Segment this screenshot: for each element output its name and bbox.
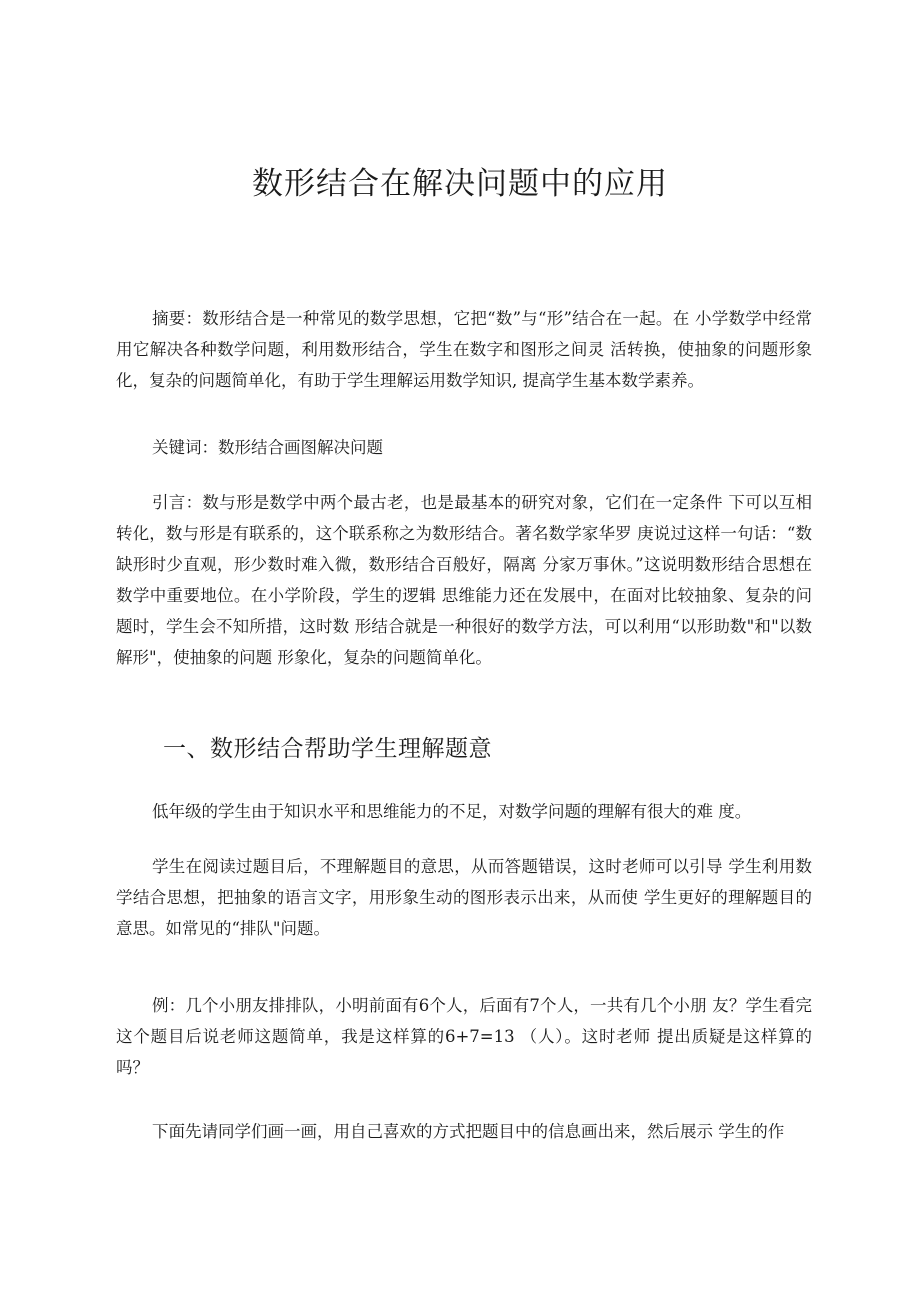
document-title: 数形结合在解决问题中的应用: [252, 166, 668, 202]
body-paragraph: 下面先请同学们画一画，用自己喜欢的方式把题目中的信息画出来，然后展示 学生的作: [152, 1122, 785, 1141]
section-heading: 一、数形结合帮助学生理解题意: [163, 736, 492, 762]
keywords-paragraph: 关键词：数形结合画图解决问题: [152, 438, 383, 457]
example-paragraph: 例：几个小朋友排排队，小明前面有6个人，后面有7个人，一共有几个小朋 友？学生看完这个题目后说老师这题简单，我是这样算的6+7=13 （人）。这时老师 提出质疑是这样算的吗？: [116, 996, 812, 1077]
body-paragraph: 学生在阅读过题目后，不理解题目的意思，从而答题错误，这时老师可以引导 学生利用数学结合思想，把抽象的语言文字，用形象生动的图形表示出来，从而使 学生更好的理解题目的意思。如常见的“排队"问题。: [116, 857, 812, 938]
introduction-paragraph: 引言：数与形是数学中两个最古老，也是最基本的研究对象，它们在一定条件 下可以互相转化，数与形是有联系的，这个联系称之为数形结合。著名数学家华罗 庚说过这样一句话：“数缺形时少直观，形少数时难入微，数形结合百般好，隔离 分家万事休。”这说明数形结合思想在数学中重要地位。在小学阶段，学生的逻辑 思维能力还在发展中，在面对比较抽象、复杂的问题时，学生会不知所措，这时数 形结合就是一种很好的数学方法，可以利用“以形助数"和"以数解形"，使抽象的问题 形象化，复杂的问题简单化。: [116, 493, 812, 667]
abstract-paragraph: 摘要：数形结合是一种常见的数学思想，它把“数”与“形”结合在一起。在 小学数学中经常用它解决各种数学问题，利用数形结合，学生在数字和图形之间灵 活转换，使抽象的问题形象化，复杂的问题简单化，有助于学生理解运用数学知识, 提高学生基本数学素养。: [116, 309, 812, 390]
body-paragraph: 低年级的学生由于知识水平和思维能力的不足，对数学问题的理解有很大的难 度。: [152, 802, 752, 821]
